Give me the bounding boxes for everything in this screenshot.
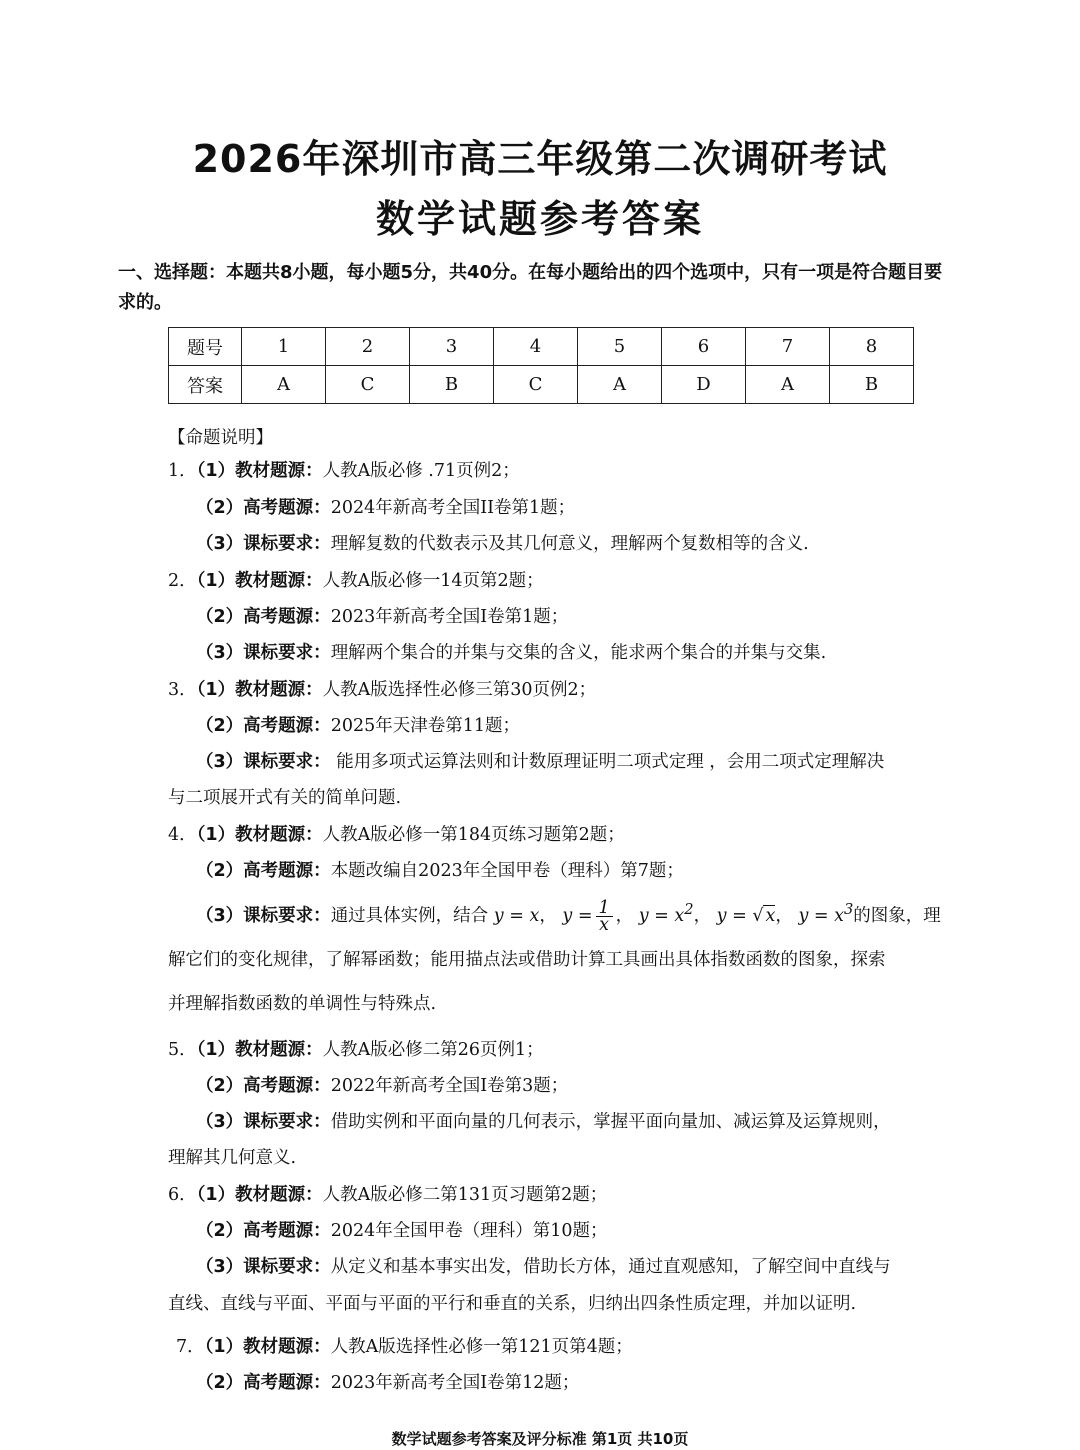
page-footer: 数学试题参考答案及评分标准 第1页 共10页 (391, 1430, 689, 1448)
item-text: 2023年新高考全国I卷第1题； (330, 607, 569, 627)
item-5-textbook (168, 1036, 544, 1061)
item-3-textbook (168, 676, 596, 701)
item-4-textbook (168, 821, 625, 846)
label-textbook: （1）教材题源： (196, 461, 323, 481)
formula-y-x-squared (638, 901, 694, 926)
table-header-cell: 答案 (169, 366, 242, 404)
item-7-gaokao (196, 1369, 579, 1394)
item-number: 3． (168, 680, 197, 700)
fraction-denominator: x (599, 914, 610, 935)
item-4-standard (196, 890, 941, 936)
item-5-standard (196, 1108, 891, 1133)
formula-exponent: 2 (684, 901, 694, 918)
formula-base: y = x (798, 905, 844, 926)
item-2-gaokao (196, 603, 568, 628)
separator: ， (615, 905, 634, 926)
item-text: 人教A版必修二第26页例1； (322, 1040, 544, 1060)
formula-y-sqrt-lhs: y = (716, 905, 753, 926)
item-text: 本题改编自2023年全国甲卷（理科）第7题； (330, 861, 684, 881)
table-cell: A (578, 366, 662, 404)
table-cell: 5 (578, 328, 662, 366)
separator: ， (539, 905, 557, 926)
formula-y-x-cubed (798, 901, 854, 926)
item-5-standard-cont: 理解其几何意义. (168, 1148, 297, 1168)
label-gaokao: （2）高考题源： (196, 1076, 331, 1096)
item-5-gaokao (196, 1072, 568, 1097)
sqrt-radicand: x (765, 905, 776, 926)
table-cell: C (326, 366, 410, 404)
label-textbook: （1）教材题源： (196, 825, 323, 845)
item-text: 2024年全国甲卷（理科）第10题； (330, 1221, 608, 1241)
sqrt-sign: √ (752, 905, 764, 926)
item-text: 能用多项式运算法则和计数原理证明二项式定理 ，会用二项式定理解决 (330, 752, 885, 772)
item-number: 5． (168, 1040, 197, 1060)
separator: ， (775, 905, 793, 926)
item-1-textbook (168, 457, 520, 482)
table-row-answers (169, 366, 914, 404)
item-number: 4． (168, 825, 197, 845)
table-cell: C (494, 366, 578, 404)
table-cell: A (746, 366, 830, 404)
label-gaokao: （2）高考题源： (196, 716, 331, 736)
item-text: 人教A版必修二第131页习题第2题； (322, 1185, 608, 1205)
table-header-cell: 题号 (169, 328, 242, 366)
item-text: 通过具体实例，结合 (330, 905, 489, 926)
item-text: 人教A版选择性必修一第121页第4题； (330, 1337, 633, 1357)
item-3-standard (196, 748, 884, 773)
label-gaokao: （2）高考题源： (196, 498, 331, 518)
item-text: 借助实例和平面向量的几何表示，掌握平面向量加、减运算及运算规则， (330, 1112, 891, 1132)
label-gaokao: （2）高考题源： (196, 861, 331, 881)
table-cell: 7 (746, 328, 830, 366)
item-text: 的图象，理 (853, 905, 941, 926)
item-text: 人教A版必修一第184页练习题第2题； (322, 825, 625, 845)
fraction-numerator: 1 (596, 900, 613, 917)
item-number: 2． (168, 571, 197, 591)
item-3-standard-cont: 与二项展开式有关的简单问题. (168, 788, 402, 808)
label-standard: （3）课标要求： (196, 534, 331, 554)
table-cell: 4 (494, 328, 578, 366)
item-text: 人教A版必修 .71页例2； (322, 461, 520, 481)
item-4-standard-cont: 解它们的变化规律，了解幂函数；能用描点法或借助计算工具画出具体指数函数的图象，探索 (168, 950, 886, 970)
item-1-gaokao (196, 494, 575, 519)
item-2-textbook (168, 567, 544, 592)
table-cell: 1 (242, 328, 326, 366)
item-1-standard (196, 530, 809, 555)
item-number: 6． (168, 1185, 197, 1205)
item-text: 理解两个集合的并集与交集的含义，能求两个集合的并集与交集. (330, 643, 827, 663)
item-6-textbook (168, 1181, 607, 1206)
label-gaokao: （2）高考题源： (196, 1221, 331, 1241)
label-textbook: （1）教材题源： (196, 1040, 323, 1060)
label-textbook: （1）教材题源： (196, 1185, 323, 1205)
item-3-gaokao (196, 712, 520, 737)
table-cell: B (830, 366, 914, 404)
label-standard: （3）课标要求： (196, 1257, 331, 1277)
table-cell: 8 (830, 328, 914, 366)
label-standard: （3）课标要求： (196, 905, 331, 926)
label-gaokao: （2）高考题源： (196, 1373, 331, 1393)
fraction-1-over-x (596, 897, 613, 935)
table-cell: D (662, 366, 746, 404)
table-cell: 2 (326, 328, 410, 366)
note-heading: 【命题说明】 (168, 428, 273, 448)
item-text: 2024年新高考全国II卷第1题； (330, 498, 576, 518)
label-standard: （3）课标要求： (196, 752, 331, 772)
item-text: 从定义和基本事实出发，借助长方体，通过直观感知，了解空间中直线与 (330, 1257, 891, 1277)
item-6-standard (196, 1253, 891, 1278)
table-cell: A (242, 366, 326, 404)
item-2-standard (196, 639, 826, 664)
section1-heading: 一、选择题：本题共8小题，每小题5分，共40分。在每小题给出的四个选项中，只有一项是符合题目要求的。 (118, 262, 943, 313)
item-number: 1． (168, 461, 197, 481)
item-4-standard-cont2: 并理解指数函数的单调性与特殊点. (168, 994, 437, 1014)
label-standard: （3）课标要求： (196, 643, 331, 663)
item-7-textbook (176, 1333, 633, 1358)
item-6-standard-cont: 直线、直线与平面、平面与平面的平行和垂直的关系，归纳出四条性质定理，并加以证明. (168, 1294, 857, 1314)
item-4-gaokao (196, 857, 684, 882)
formula-y-reciprocal-lhs: y = (562, 905, 593, 926)
item-text: 人教A版选择性必修三第30页例2； (322, 680, 597, 700)
table-row-numbers (169, 328, 914, 366)
label-standard: （3）课标要求： (196, 1112, 331, 1132)
item-text: 2023年新高考全国Ⅰ卷第12题； (330, 1373, 580, 1393)
formula-exponent: 3 (843, 901, 854, 918)
table-cell: B (410, 366, 494, 404)
page-subtitle: 数学试题参考答案 (375, 197, 704, 241)
answer-table (168, 327, 914, 404)
page-title: 2026年深圳市高三年级第二次调研考试 (192, 137, 888, 181)
table-cell: 6 (662, 328, 746, 366)
label-textbook: （1）教材题源： (204, 1337, 331, 1357)
label-textbook: （1）教材题源： (196, 680, 323, 700)
formula-base: y = x (638, 905, 685, 926)
item-text: 人教A版必修一14页第2题； (322, 571, 544, 591)
label-gaokao: （2）高考题源： (196, 607, 331, 627)
item-text: 2022年新高考全国I卷第3题； (330, 1076, 569, 1096)
item-number: 7． (176, 1337, 205, 1357)
item-text: 理解复数的代数表示及其几何意义，理解两个复数相等的含义. (330, 534, 809, 554)
table-cell: 3 (410, 328, 494, 366)
formula-y-x: y = x (493, 905, 540, 926)
separator: ， (693, 905, 712, 926)
label-textbook: （1）教材题源： (196, 571, 323, 591)
item-6-gaokao (196, 1217, 608, 1242)
item-text: 2025年天津卷第11题； (330, 716, 520, 736)
